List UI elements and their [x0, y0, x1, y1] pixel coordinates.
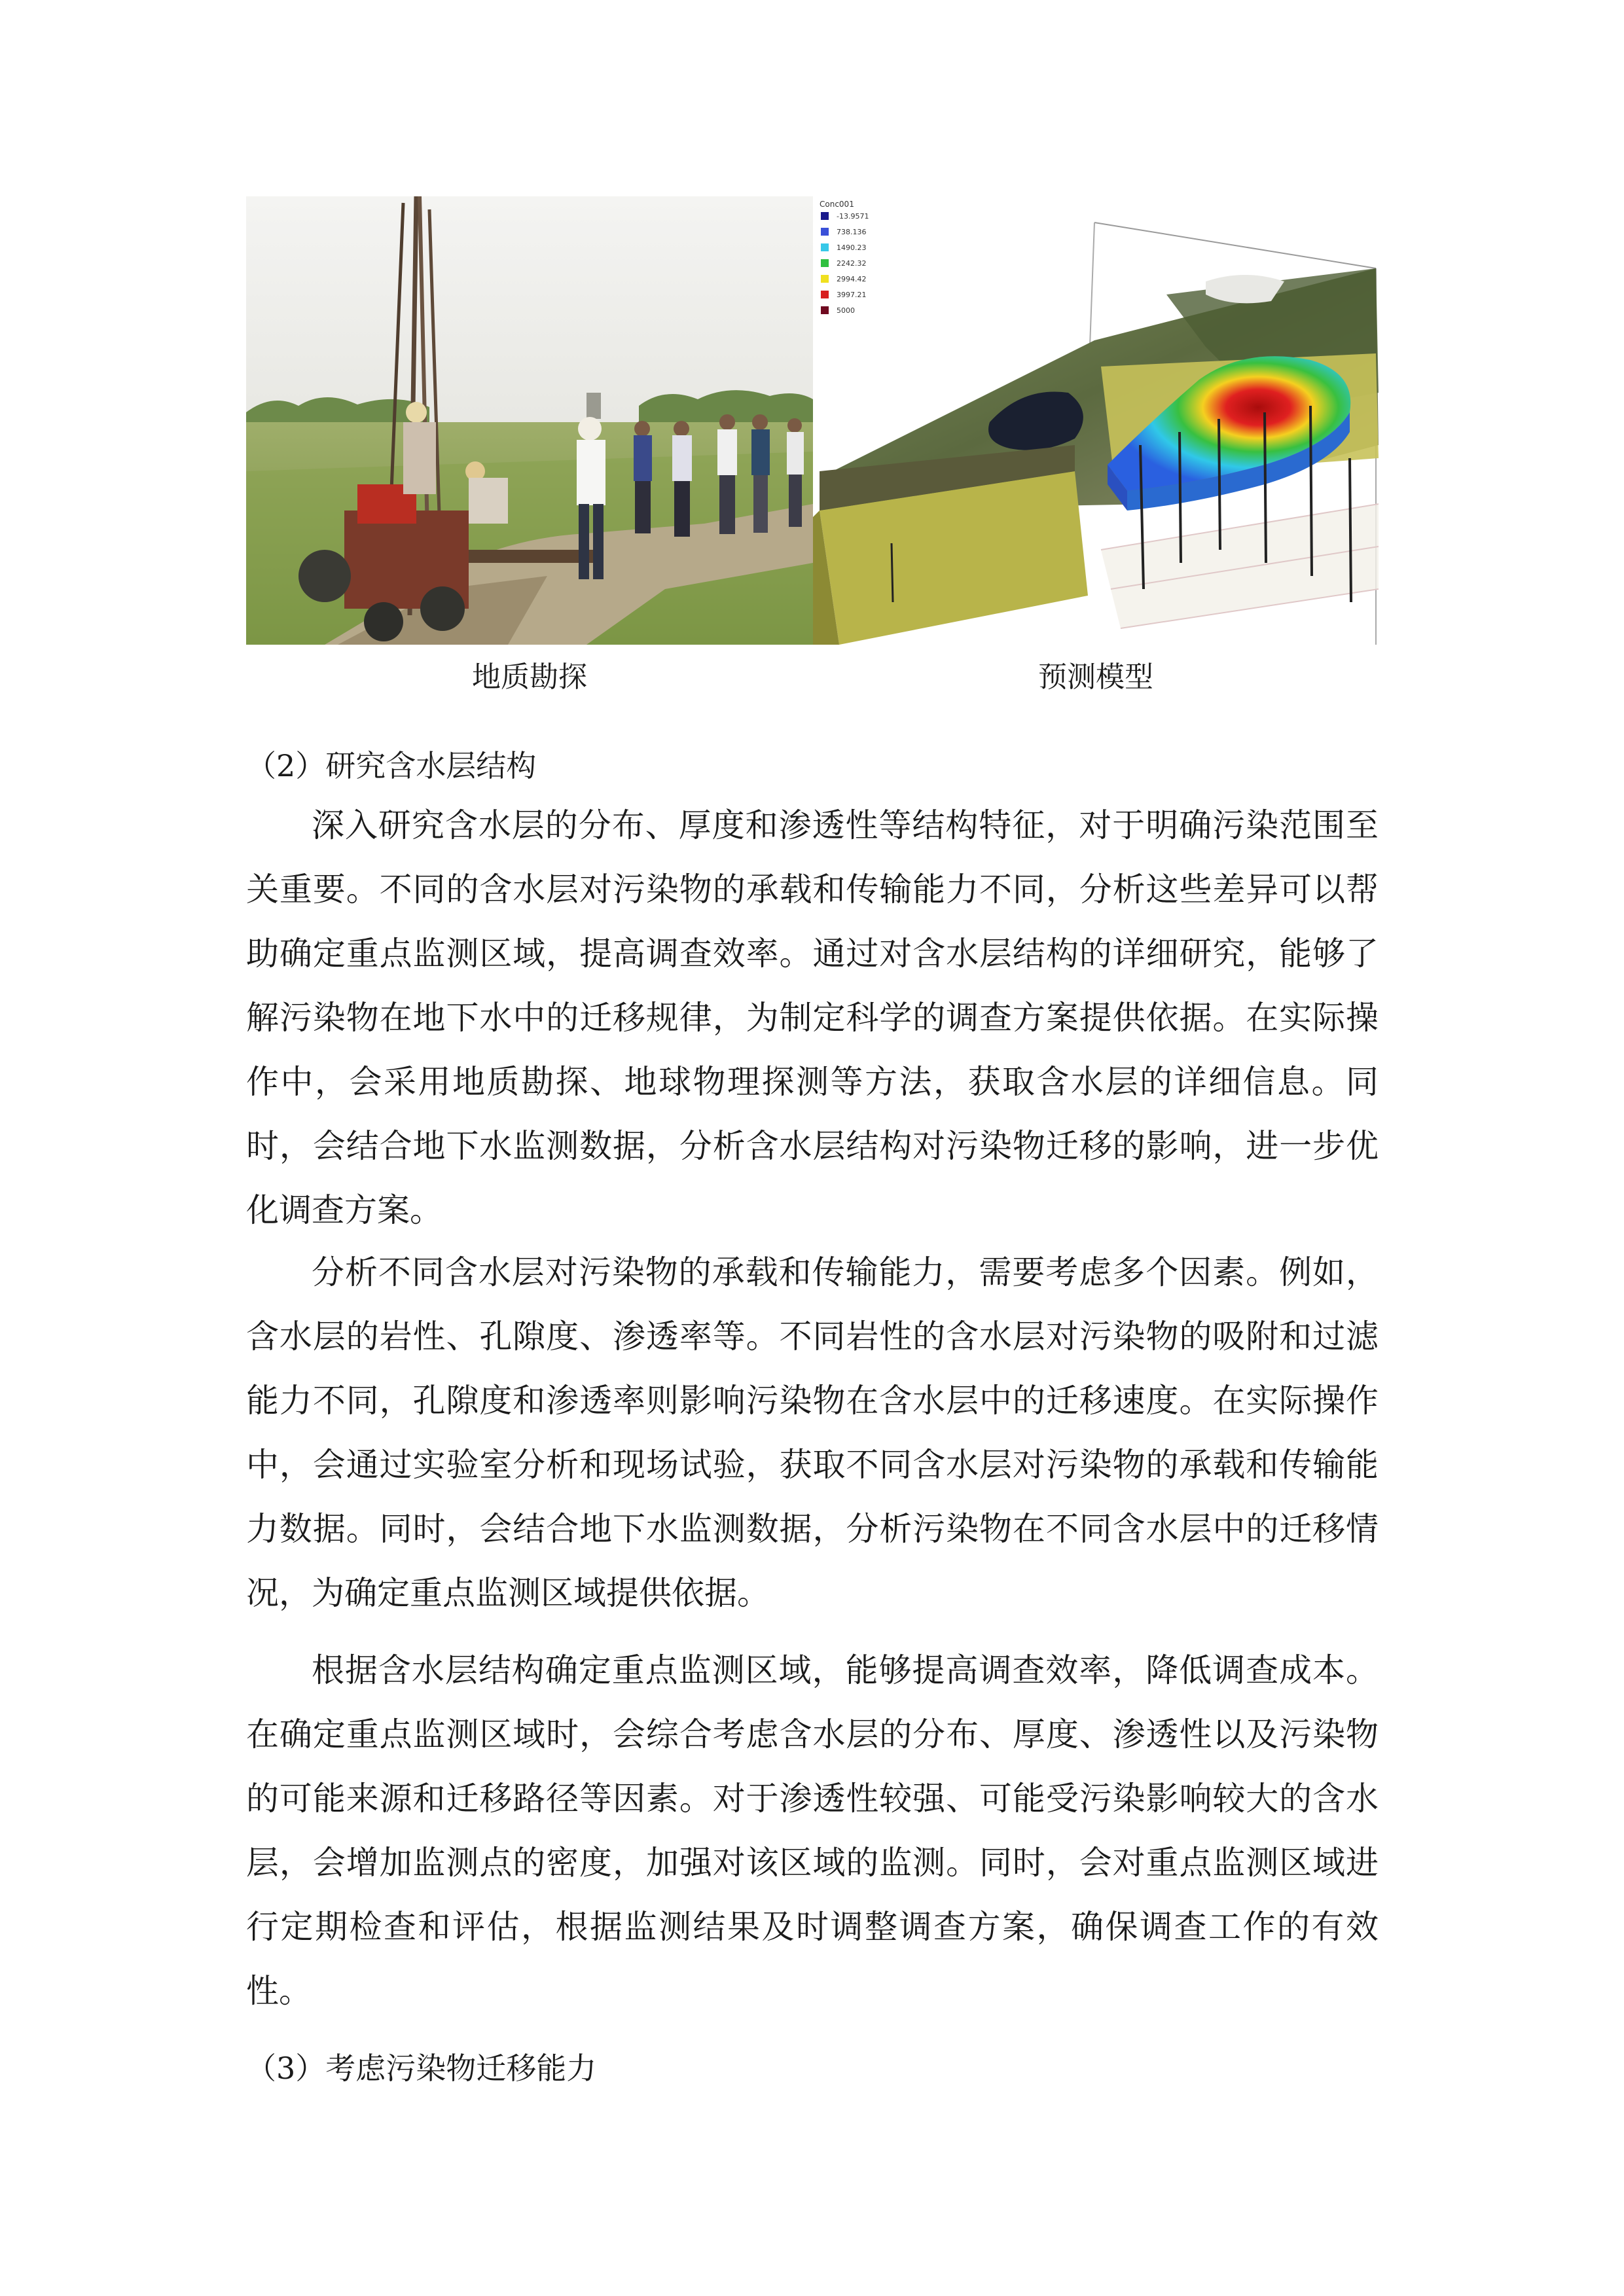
legend-swatch [821, 291, 829, 298]
section-heading: （2）研究含水层结构 [246, 748, 537, 783]
legend-title: Conc001 [820, 200, 854, 209]
legend-swatch [821, 275, 829, 283]
geological-survey-photo [246, 196, 813, 645]
prediction-model-image [813, 196, 1379, 645]
figure-caption-right: 预测模型 [1038, 660, 1153, 694]
legend-swatch [821, 306, 829, 314]
legend-value: 738.136 [837, 228, 867, 236]
section-heading: （3）考虑污染物迁移能力 [246, 2051, 597, 2086]
body-paragraph: 根据含水层结构确定重点监测区域，能够提高调查效率，降低调查成本。在确定重点监测区域时，会综合考虑含水层的分布、厚度、渗透性以及污染物的可能来源和迁移路径等因素。对于渗透性较强、可能受污染影响较大的含水层，会增加监测点的密度，加强对该区域的监测。同时，会对重点监测区域进行定期检查和评估，根据监测结果及时调整调查方案，确保调查工作的有效性。 [246, 1651, 1379, 2010]
legend-value: 5000 [837, 306, 855, 315]
legend-swatch [821, 228, 829, 236]
legend-value: 3997.21 [837, 291, 867, 299]
figure [246, 196, 1379, 645]
legend-value: 2242.32 [837, 259, 867, 268]
body-paragraph: 深入研究含水层的分布、厚度和渗透性等结构特征，对于明确污染范围至关重要。不同的含水层对污染物的承载和传输能力不同，分析这些差异可以帮助确定重点监测区域，提高调查效率。通过对含水层结构的详细研究，能够了解污染物在地下水中的迁移规律，为制定科学的调查方案提供依据。在实际操作中，会采用地质勘探、地球物理探测等方法，获取含水层的详细信息。同时，会结合地下水监测数据，分析含水层结构对污染物迁移的影响，进一步优化调查方案。 [246, 806, 1379, 1229]
legend-swatch [821, 243, 829, 251]
legend-value: 2994.42 [837, 275, 867, 283]
legend-value: -13.9571 [837, 212, 869, 221]
legend-swatch [821, 212, 829, 220]
body-paragraph: 分析不同含水层对污染物的承载和传输能力，需要考虑多个因素。例如，含水层的岩性、孔隙度、渗透率等。不同岩性的含水层对污染物的吸附和过滤能力不同，孔隙度和渗透率则影响污染物在含水层中的迁移速度。在实际操作中，会通过实验室分析和现场试验，获取不同含水层对污染物的承载和传输能力数据。同时，会结合地下水监测数据，分析污染物在不同含水层中的迁移情况，为确定重点监测区域提供依据。 [246, 1253, 1379, 1612]
legend-swatch [821, 259, 829, 267]
figure-caption-left: 地质勘探 [472, 660, 587, 694]
legend-value: 1490.23 [837, 243, 867, 252]
